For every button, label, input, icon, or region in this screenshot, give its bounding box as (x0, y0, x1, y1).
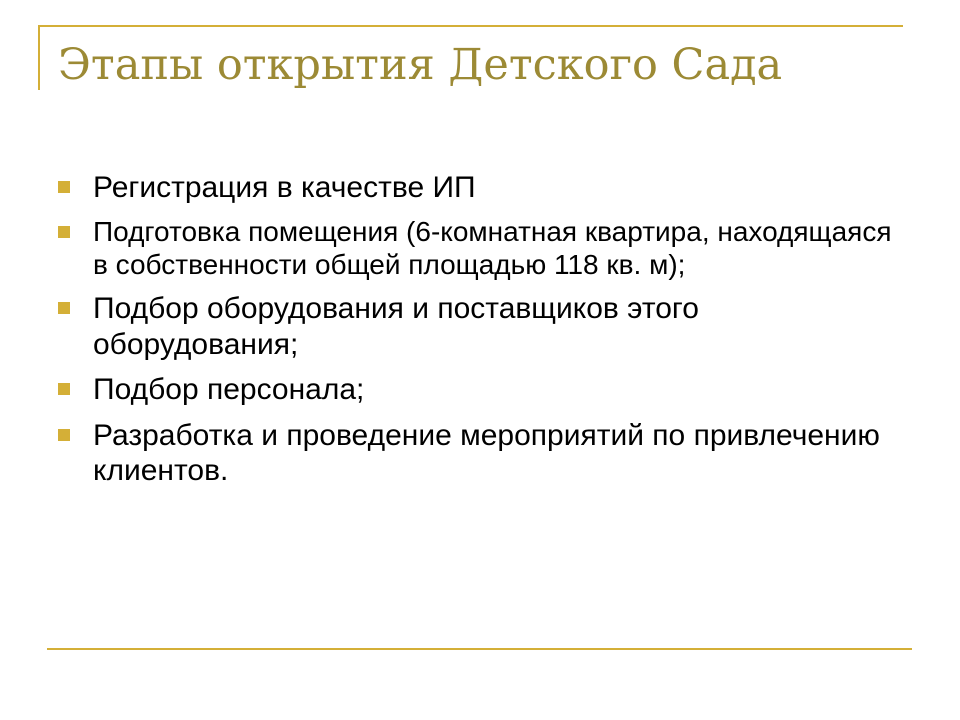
bullet-item-equipment (58, 291, 908, 362)
bullet-text: Регистрация в качестве ИП (93, 171, 476, 204)
bullet-text: Подбор персонала; (93, 373, 365, 407)
square-bullet-icon (58, 302, 70, 314)
bullet-text: Подбор оборудования и поставщиков этого оборудования; (93, 292, 699, 361)
frame-left-rule (38, 25, 40, 90)
bullet-item-clients (58, 418, 908, 489)
slide-title: Этапы открытия Детского Сада (58, 40, 783, 90)
bullet-item-premises (58, 215, 908, 281)
square-bullet-icon (58, 383, 70, 395)
frame-top-rule (38, 25, 903, 27)
frame-bottom-rule (47, 648, 912, 650)
bullet-list (58, 170, 908, 498)
bullet-text: Разработка и проведение мероприятий по привлечению клиентов. (93, 418, 880, 488)
bullet-text: Подготовка помещения (6-комнатная квартира, находящаяся в собственности общей площадью 118 кв. м); (93, 216, 892, 281)
bullet-item-staff (58, 372, 908, 407)
bullet-item-registration (58, 170, 908, 205)
square-bullet-icon (58, 226, 70, 238)
square-bullet-icon (58, 181, 70, 193)
square-bullet-icon (58, 429, 70, 441)
